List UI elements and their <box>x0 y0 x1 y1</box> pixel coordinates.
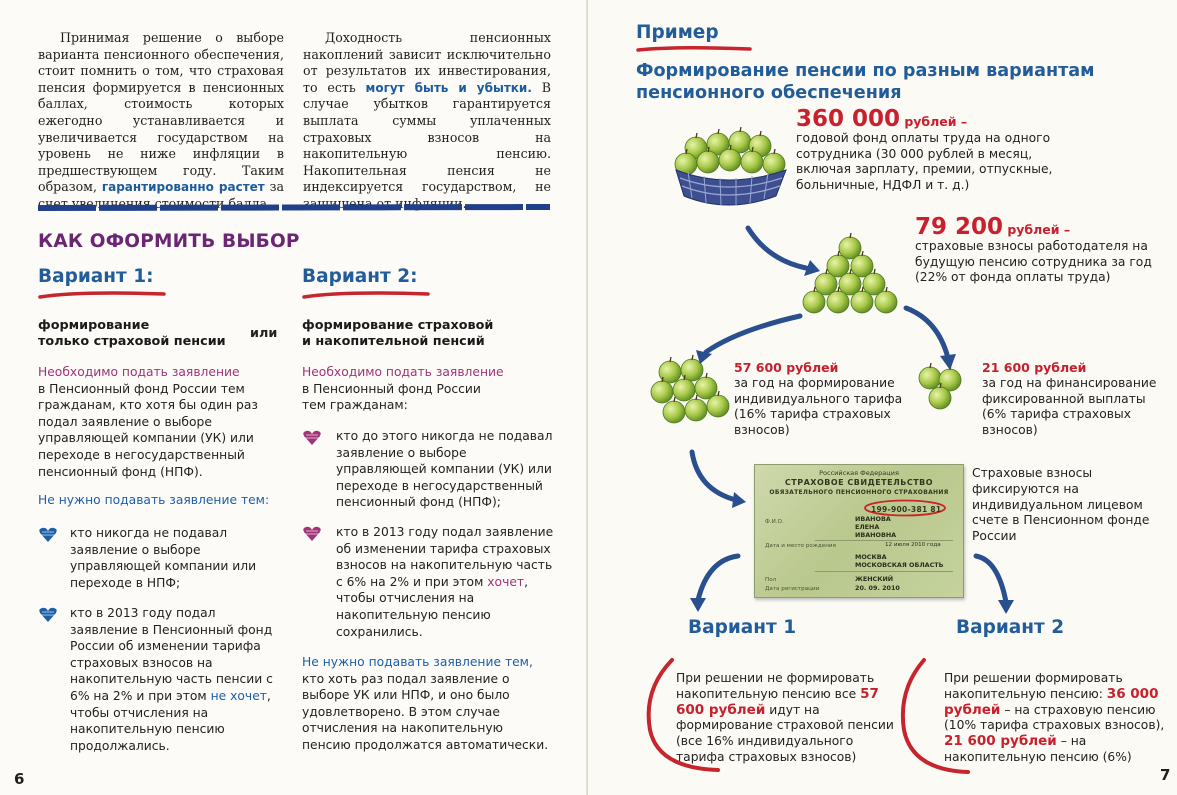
section-divider <box>38 203 550 212</box>
intro-column-2 <box>303 30 551 213</box>
col1-text: Принимая решение о выборе варианта пенсионного обеспечения, стоит помнить о том, что страховая пенсия формируется в пенсионных баллах, стоимость которых ежегодно устанавливается и увеличивается государством на уровень не ниже инфляции в предшествующем году. Таким образом, <box>38 30 284 195</box>
diagram-title-line1: Формирование пенсии по разным вариантам <box>636 61 1095 81</box>
cert-reg-label: Дата регистрации <box>765 586 820 592</box>
variant2-heading-line1: формирование страховой <box>302 318 494 333</box>
variant2-bullet2-post: , чтобы отчисления на накопительную пенсию сохранились. <box>336 574 528 639</box>
pension-certificate <box>754 464 964 598</box>
variant1-pre: При решении не формировать накопительную пенсию все <box>676 671 875 701</box>
col2-text: Доходность пенсионных накоплений зависит исключительно от результатов их инвестирования, то есть <box>303 30 551 95</box>
fund-unit: рублей – <box>904 114 968 129</box>
variant1-bullet2-highlight: не хочет <box>210 688 267 703</box>
variant2-bullet2-pre: кто в 2013 году подал заявление об изменении тарифа страховых взносов на накопительную часть с 6% на 2% и при этом <box>336 525 554 589</box>
fund-block <box>796 106 1106 194</box>
variant2-mid: – на страховую пенсию (10% тарифа страховых взносов), <box>944 702 1165 733</box>
apple-pyramid-icon <box>803 233 897 313</box>
variant2-bullet1: кто до этого никогда не подавал заявление о выборе управляющей компании (УК) или переходе в негосударственный пенсионный фонд (НПФ); <box>336 429 553 510</box>
variant2-no-need-label: Не нужно подавать заявление тем, <box>302 655 533 669</box>
variant2-bullet2-highlight: хочет <box>487 574 525 589</box>
variant1-amount: 57 600 рублей <box>676 685 879 718</box>
fixed-block <box>982 360 1162 439</box>
cert-line2: СТРАХОВОЕ СВИДЕТЕЛЬСТВО <box>784 478 934 487</box>
contrib-amount: 79 200 <box>915 214 1004 240</box>
variant2-no-need <box>302 654 550 754</box>
variant2-need-text: в Пенсионный фонд России тем гражданам: <box>302 381 481 413</box>
cert-fio-label: Ф.И.О. <box>765 519 784 525</box>
variant1-underline <box>38 290 166 300</box>
variant1-heading-line2: только страховой пенсии <box>38 334 226 349</box>
cert-patronymic: ИВАНОВНА <box>855 531 897 539</box>
cert-sex: ЖЕНСКИЙ <box>855 575 894 583</box>
variant1-heading <box>38 318 238 350</box>
cert-city: МОСКВА <box>855 553 887 561</box>
variant2-heading-line2: и накопительной пенсий <box>302 334 485 349</box>
variant1-no-need-label: Не нужно подавать заявление тем: <box>38 493 270 507</box>
fixed-text: за год на финансирование фиксированной выплаты (6% тарифа страховых взносов) <box>982 375 1157 438</box>
diagram-variant1-title: Вариант 1 <box>688 617 797 638</box>
variant1-bullet1: кто никогда не подавал заявление о выборе управляющей компании или переходе в НПФ; <box>70 526 257 590</box>
variant2-title: Вариант 2: <box>302 266 418 287</box>
variant2-post: – на накопительную пенсию (6%) <box>944 734 1132 764</box>
apple-group-right-icon <box>919 363 961 409</box>
variant2-need <box>302 364 542 414</box>
cert-reg-date: 20. 09. 2010 <box>855 584 900 592</box>
contrib-block <box>915 214 1160 286</box>
heart-bullet-icon <box>302 526 322 542</box>
cert-line1: Российская Федерация <box>819 469 899 477</box>
variant2-underline <box>302 290 430 300</box>
col2-highlight: могут быть и убытки. <box>365 80 532 95</box>
cert-region: МОСКОВСКАЯ ОБЛАСТЬ <box>855 561 944 569</box>
variant1-title: Вариант 1: <box>38 266 154 287</box>
contrib-unit: рублей – <box>1007 222 1071 237</box>
cert-birth-label: Дата и место рождения <box>765 543 836 549</box>
insurance-amount: 57 600 рублей <box>734 360 839 375</box>
cert-birth-date: 12 июля 2010 года <box>885 542 941 548</box>
cert-surname: ИВАНОВА <box>855 515 891 523</box>
right-page <box>588 0 1177 795</box>
variant2-no-need-text: кто хоть раз подал заявление о выборе УК или НПФ, и оно было удовлетворено. В этом случае отчисления на накопительную пенсию продолжатся автоматически. <box>302 671 549 752</box>
variant1-bullet2-post: , чтобы отчисления на накопительную пенсию продолжались. <box>70 688 271 753</box>
apple-group-left-icon <box>651 355 729 423</box>
cert-number: 199-900-381 81 <box>871 505 942 514</box>
example-title: Пример <box>636 22 719 43</box>
account-text: Страховые взносы фиксируются на индивидуальном лицевом счете в Пенсионном фонде России <box>972 466 1150 544</box>
variant1-heading-line1: формирование <box>38 318 150 333</box>
variant1-or: или <box>250 326 278 341</box>
heart-bullet-icon <box>302 430 322 446</box>
variant2-need-label: Необходимо подать заявление <box>302 365 504 379</box>
variant2-pre: При решении формировать накопительную пенсию: <box>944 671 1123 701</box>
heart-bullet-icon <box>38 607 58 623</box>
col2-tail: В случае убытков гарантируется выплата суммы уплаченных страховых взносов на накопительную пенсию. Накопительная пенсия не индексируется государством, не защищена от инфляции. <box>303 79 551 211</box>
variant1-need-label: Необходимо подать заявление <box>38 365 240 379</box>
variant1-bullet2-pre: кто в 2013 году подал заявление в Пенсионный фонд России об изменении тарифа страховых взносов на накопительную часть пенсии с 6% на 2% и при этом <box>70 606 273 703</box>
variant1-post: идут на формирование страховой пенсии (все 16% индивидуального тарифа страховых взносов) <box>676 702 894 764</box>
diagram-variant2-title: Вариант 2 <box>956 617 1065 638</box>
variant2-bullet2 <box>336 524 554 640</box>
col1-highlight: гарантированно растет <box>101 180 265 195</box>
variant2-heading <box>302 318 552 350</box>
variant1-need-text: в Пенсионный фонд России тем гражданам, кто хотя бы один раз подал заявление о выборе управляющей компании (УК) или переходе в негосударственный пенсионный фонд (НПФ). <box>38 381 258 479</box>
left-page <box>0 0 588 795</box>
fund-amount: 360 000 <box>796 106 901 132</box>
insurance-block <box>734 360 904 439</box>
variant2-amount1: 36 000 рублей <box>944 685 1159 718</box>
page-number-right: 7 <box>1160 766 1171 784</box>
variant1-bullet2 <box>70 605 285 754</box>
fixed-amount: 21 600 рублей <box>982 360 1087 375</box>
fund-text: годовой фонд оплаты труда на одного сотрудника (30 000 рублей в месяц, включая зарплату, премии, отпускные, больничные, НДФЛ и т. д.) <box>796 130 1053 193</box>
diagram-variant1-text <box>676 671 904 766</box>
how-to-choose-title: КАК ОФОРМИТЬ ВЫБОР <box>38 231 300 252</box>
apple-basket-icon <box>675 127 786 205</box>
intro-column-1 <box>38 30 284 213</box>
cert-sex-label: Пол <box>765 577 777 583</box>
heart-bullet-icon <box>38 527 58 543</box>
diagram-variant2-text <box>944 671 1176 766</box>
variant2-amount2: 21 600 рублей <box>944 733 1057 750</box>
insurance-text: за год на формирование индивидуального тарифа (16% тарифа страховых взносов) <box>734 375 903 438</box>
col1-tail: за счет увеличения стоимости балла. <box>38 179 284 211</box>
variant1-need <box>38 364 278 480</box>
page-number-left: 6 <box>14 770 25 788</box>
contrib-text: страховые взносы работодателя на будущую пенсию сотрудника за год (22% от фонда оплаты труда) <box>915 238 1152 285</box>
cert-line3: ОБЯЗАТЕЛЬНОГО ПЕНСИОННОГО СТРАХОВАНИЯ <box>769 489 949 496</box>
cert-name: ЕЛЕНА <box>855 523 880 531</box>
diagram-title-line2: пенсионного обеспечения <box>636 83 902 103</box>
